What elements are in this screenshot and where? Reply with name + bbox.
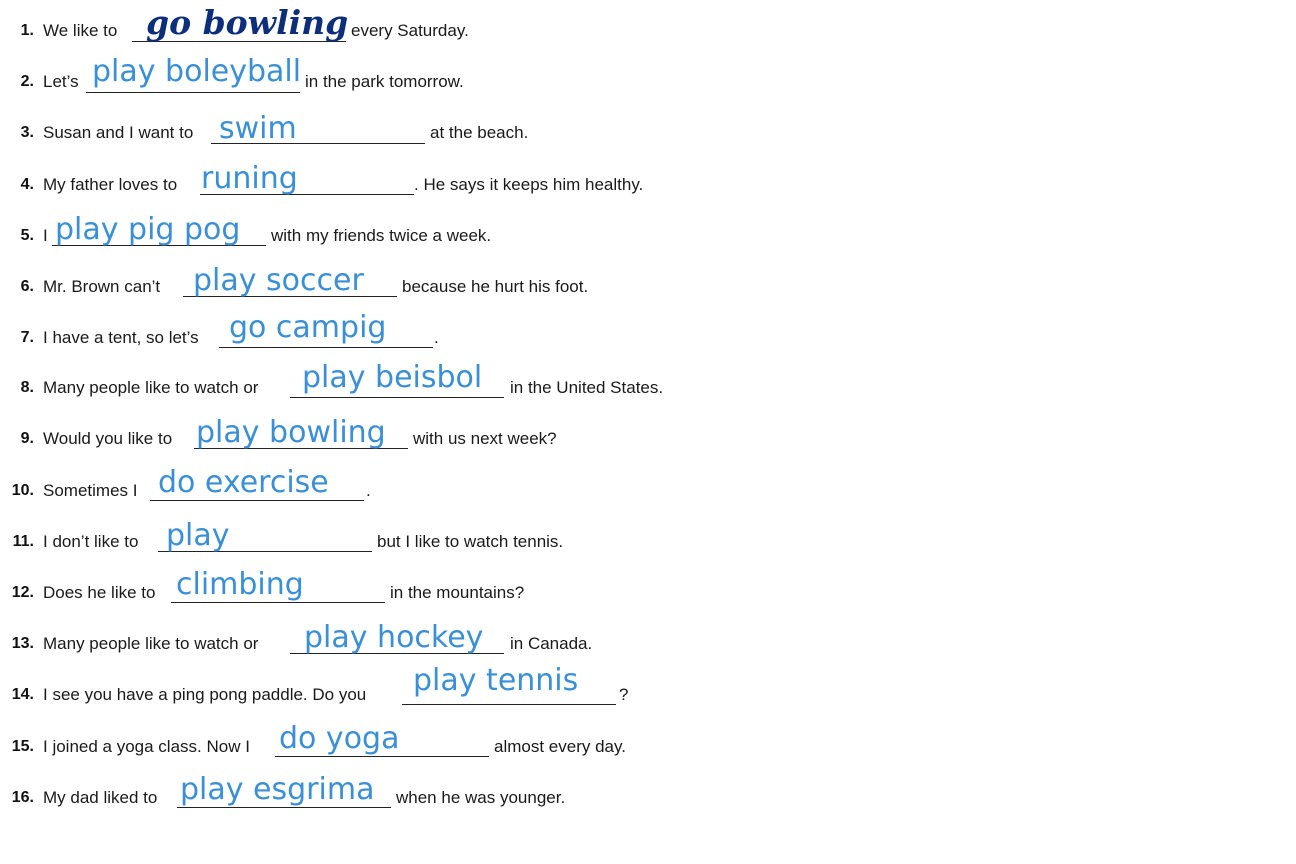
answer-field[interactable]: runing: [201, 161, 298, 196]
question-text-before: My dad liked to: [43, 788, 158, 807]
question-number: 7.: [20, 329, 34, 346]
question-text-after: in Canada.: [510, 634, 593, 653]
answer-blank-line: [177, 807, 391, 808]
question-row-5: [0, 212, 900, 259]
question-row-4: [0, 161, 900, 208]
question-text-after: ?: [619, 685, 629, 704]
answer-blank-line: [171, 602, 385, 603]
answer-blank-line: [150, 500, 364, 501]
question-text-after: with my friends twice a week.: [271, 226, 492, 245]
question-text-after: . He says it keeps him healthy.: [414, 175, 644, 194]
question-text-before: We like to: [43, 21, 118, 40]
question-text-before: Would you like to: [43, 429, 173, 448]
answer-field[interactable]: swim: [219, 111, 297, 146]
question-number: 8.: [20, 379, 34, 396]
answer-field[interactable]: play esgrima: [180, 772, 375, 807]
question-row-16: [0, 772, 900, 821]
question-text-before: Many people like to watch or: [43, 378, 259, 397]
answer-field[interactable]: play beisbol: [302, 360, 483, 395]
question-number: 3.: [20, 124, 34, 141]
question-row-11: [0, 518, 900, 565]
answer-blank-line: [290, 397, 504, 398]
answer-field[interactable]: go bowling: [146, 3, 349, 42]
question-number: 6.: [20, 278, 34, 295]
question-number: 15.: [11, 738, 34, 755]
question-number: 14.: [11, 686, 34, 703]
question-number: 13.: [11, 635, 34, 652]
question-row-3: [0, 111, 900, 156]
answer-field[interactable]: climbing: [176, 567, 304, 602]
answer-field[interactable]: play soccer: [193, 263, 364, 298]
answer-field[interactable]: go campig: [229, 310, 387, 345]
question-number: 1.: [20, 22, 34, 39]
question-row-15: [0, 721, 900, 770]
question-text-after: because he hurt his foot.: [402, 277, 589, 296]
question-number: 10.: [11, 482, 34, 499]
question-text-before: Susan and I want to: [43, 123, 194, 142]
question-row-1: [0, 3, 900, 54]
question-number: 5.: [20, 227, 34, 244]
question-number: 12.: [11, 584, 34, 601]
question-row-12: [0, 567, 900, 616]
question-text-before: Sometimes I: [43, 481, 138, 500]
answer-blank-line: [402, 704, 616, 705]
question-text-before: My father loves to: [43, 175, 178, 194]
answer-field[interactable]: play bowling: [196, 415, 386, 450]
question-text-before: I joined a yoga class. Now I: [43, 737, 250, 756]
question-text-after: every Saturday.: [351, 21, 469, 40]
question-text-after: in the United States.: [510, 378, 664, 397]
answer-field[interactable]: play tennis: [413, 663, 579, 698]
question-number: 16.: [11, 789, 34, 806]
answer-field[interactable]: do yoga: [279, 721, 400, 756]
question-row-10: [0, 465, 900, 514]
question-text-after: in the mountains?: [390, 583, 525, 602]
question-row-6: [0, 263, 900, 310]
answer-field[interactable]: do exercise: [158, 465, 329, 500]
answer-field[interactable]: play hockey: [304, 620, 484, 655]
question-text-before: Mr. Brown can’t: [43, 277, 161, 296]
question-text-after: .: [366, 481, 371, 500]
answer-blank-line: [219, 347, 433, 348]
question-row-14: [0, 663, 900, 718]
question-text-after: .: [434, 328, 439, 347]
question-text-before: I see you have a ping pong paddle. Do you: [43, 685, 367, 704]
answer-blank-line: [86, 92, 300, 93]
question-row-9: [0, 415, 900, 462]
question-text-after: but I like to watch tennis.: [377, 532, 564, 551]
question-number: 11.: [12, 533, 34, 550]
question-number: 2.: [20, 73, 34, 90]
question-number: 4.: [20, 176, 34, 193]
answer-blank-line: [275, 756, 489, 757]
answer-field[interactable]: play pig pog: [55, 212, 241, 247]
question-text-after: with us next week?: [413, 429, 557, 448]
answer-field[interactable]: play boleyball: [92, 54, 302, 89]
question-text-after: in the park tomorrow.: [305, 72, 464, 91]
question-row-2: [0, 54, 900, 105]
question-text-after: almost every day.: [494, 737, 626, 756]
question-text-before: I: [43, 226, 48, 245]
question-text-before: Let’s: [43, 72, 79, 91]
question-row-13: [0, 620, 900, 667]
question-text-before: Does he like to: [43, 583, 156, 602]
answer-field[interactable]: play: [166, 518, 230, 553]
question-row-7: [0, 310, 900, 361]
question-text-before: I don’t like to: [43, 532, 139, 551]
question-row-8: [0, 360, 900, 411]
question-text-after: when he was younger.: [396, 788, 566, 807]
question-text-before: I have a tent, so let’s: [43, 328, 199, 347]
question-text-before: Many people like to watch or: [43, 634, 259, 653]
question-number: 9.: [20, 430, 34, 447]
question-text-after: at the beach.: [430, 123, 529, 142]
